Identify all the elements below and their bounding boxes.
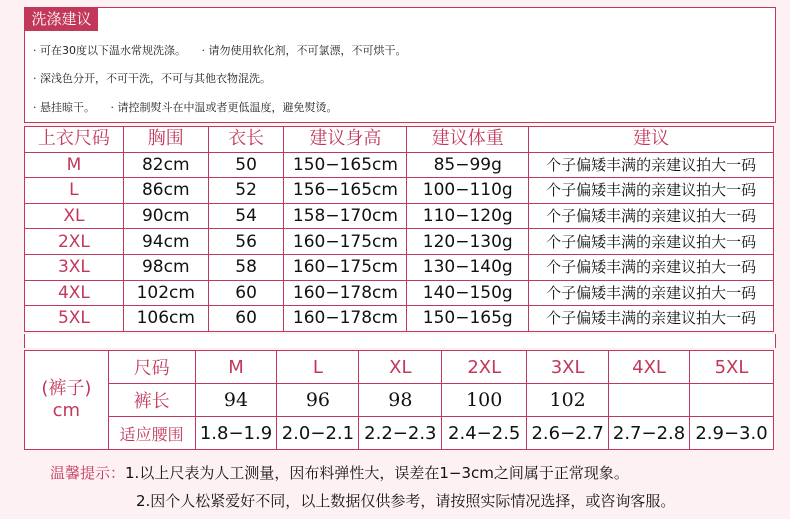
table-cell: 60: [208, 306, 284, 332]
waist-label-cell: 适应腰围: [108, 417, 195, 450]
pants-label: (裤子): [41, 378, 92, 399]
advice-cell: 个子偏矮丰满的亲建议拍大一码: [529, 280, 774, 306]
waist-cell: 2.9−3.0: [690, 417, 774, 450]
table-cell: 150−165cm: [284, 152, 407, 178]
table-header-row: [25, 127, 774, 153]
size-cell: XL: [359, 351, 442, 384]
waist-cell: 2.2−2.3: [359, 417, 442, 450]
table-cell: 160−178cm: [284, 306, 407, 332]
header-cell: 建议体重: [407, 127, 529, 153]
wash-item: · 请勿使用软化剂，不可氯漂，不可烘干。: [201, 44, 407, 57]
wash-instructions-box: [24, 7, 776, 123]
wash-item: · 可在30度以下温水常规洗涤。: [33, 44, 186, 57]
length-cell: 100: [442, 384, 527, 417]
size-cell: M: [25, 152, 124, 178]
size-label-cell: 尺码: [108, 351, 195, 384]
size-cell: 2XL: [442, 351, 527, 384]
table-row: [25, 178, 774, 204]
table-cell: 54: [208, 203, 284, 229]
header-cell: 胸围: [123, 127, 208, 153]
pants-size-table: [24, 350, 774, 450]
size-cell: L: [25, 178, 124, 204]
size-cell: 4XL: [25, 280, 124, 306]
table-cell: 100−110g: [407, 178, 529, 204]
size-cell: M: [195, 351, 277, 384]
length-cell: 98: [359, 384, 442, 417]
table-cell: 58: [208, 254, 284, 280]
table-cell: 85−99g: [407, 152, 529, 178]
header-cell: 上衣尺码: [25, 127, 124, 153]
table-cell: 50: [208, 152, 284, 178]
table-cell: 82cm: [123, 152, 208, 178]
wash-line-3: [33, 99, 338, 115]
length-label-cell: 裤长: [108, 384, 195, 417]
pants-waist-row: [25, 417, 774, 450]
table-cell: 106cm: [123, 306, 208, 332]
size-cell: XL: [25, 203, 124, 229]
table-cell: 158−170cm: [284, 203, 407, 229]
length-cell: [690, 384, 774, 417]
table-cell: 150−165g: [407, 306, 529, 332]
table-cell: 160−178cm: [284, 280, 407, 306]
advice-cell: 个子偏矮丰满的亲建议拍大一码: [529, 306, 774, 332]
table-cell: 120−130g: [407, 229, 529, 255]
table-cell: 140−150g: [407, 280, 529, 306]
tips-line-1: 1.以上尺表为人工测量，因布料弹性大，误差在1−3cm之间属于正常现象。: [125, 464, 629, 482]
pants-side-label: [25, 351, 109, 450]
waist-cell: 2.7−2.8: [609, 417, 690, 450]
wash-line-2: [33, 70, 271, 86]
table-row: [25, 280, 774, 306]
tips-line-2: 2.因个人松紧爱好不同，以上数据仅供参考，请按照实际情况选择，或咨询客服。: [136, 492, 676, 510]
table-cell: 98cm: [123, 254, 208, 280]
length-cell: 102: [527, 384, 609, 417]
table-cell: 130−140g: [407, 254, 529, 280]
length-cell: 94: [195, 384, 277, 417]
header-cell: 建议: [529, 127, 774, 153]
size-cell: 5XL: [25, 306, 124, 332]
wash-item: · 深浅色分开，不可干洗，不可与其他衣物混洗。: [33, 72, 271, 85]
size-cell: 3XL: [527, 351, 609, 384]
top-size-table: [24, 126, 774, 332]
table-cell: 160−175cm: [284, 254, 407, 280]
advice-cell: 个子偏矮丰满的亲建议拍大一码: [529, 152, 774, 178]
header-cell: 衣长: [208, 127, 284, 153]
table-cell: 86cm: [123, 178, 208, 204]
header-cell: 建议身高: [284, 127, 407, 153]
size-cell: 5XL: [690, 351, 774, 384]
table-cell: 56: [208, 229, 284, 255]
waist-cell: 2.6−2.7: [527, 417, 609, 450]
size-cell: 3XL: [25, 254, 124, 280]
table-cell: 110−120g: [407, 203, 529, 229]
size-cell: 4XL: [609, 351, 690, 384]
table-cell: 52: [208, 178, 284, 204]
size-cell: L: [277, 351, 359, 384]
waist-cell: 2.0−2.1: [277, 417, 359, 450]
pants-size-row: [25, 351, 774, 384]
wash-title: 洗涤建议: [25, 8, 98, 31]
table-cell: 156−165cm: [284, 178, 407, 204]
pants-length-row: [25, 384, 774, 417]
wash-item: · 悬挂晾干。: [33, 101, 95, 114]
advice-cell: 个子偏矮丰满的亲建议拍大一码: [529, 203, 774, 229]
table-cell: 160−175cm: [284, 229, 407, 255]
table-row: [25, 203, 774, 229]
tips-section: [50, 462, 676, 510]
advice-cell: 个子偏矮丰满的亲建议拍大一码: [529, 178, 774, 204]
tips-label: 温馨提示：: [50, 464, 126, 482]
table-row: [25, 152, 774, 178]
table-row: [25, 306, 774, 332]
table-cell: 102cm: [123, 280, 208, 306]
table-cell: 60: [208, 280, 284, 306]
waist-cell: 1.8−1.9: [195, 417, 277, 450]
length-cell: 96: [277, 384, 359, 417]
wash-line-1: [33, 42, 407, 58]
waist-cell: 2.4−2.5: [442, 417, 527, 450]
table-row: [25, 229, 774, 255]
table-cell: 94cm: [123, 229, 208, 255]
pants-unit: cm: [52, 400, 81, 421]
table-row: [25, 254, 774, 280]
wash-item: · 请控制熨斗在中温或者更低温度，避免熨烫。: [110, 101, 338, 114]
advice-cell: 个子偏矮丰满的亲建议拍大一码: [529, 229, 774, 255]
table-cell: 90cm: [123, 203, 208, 229]
length-cell: [609, 384, 690, 417]
size-cell: 2XL: [25, 229, 124, 255]
table-spacer: [24, 334, 776, 348]
advice-cell: 个子偏矮丰满的亲建议拍大一码: [529, 254, 774, 280]
